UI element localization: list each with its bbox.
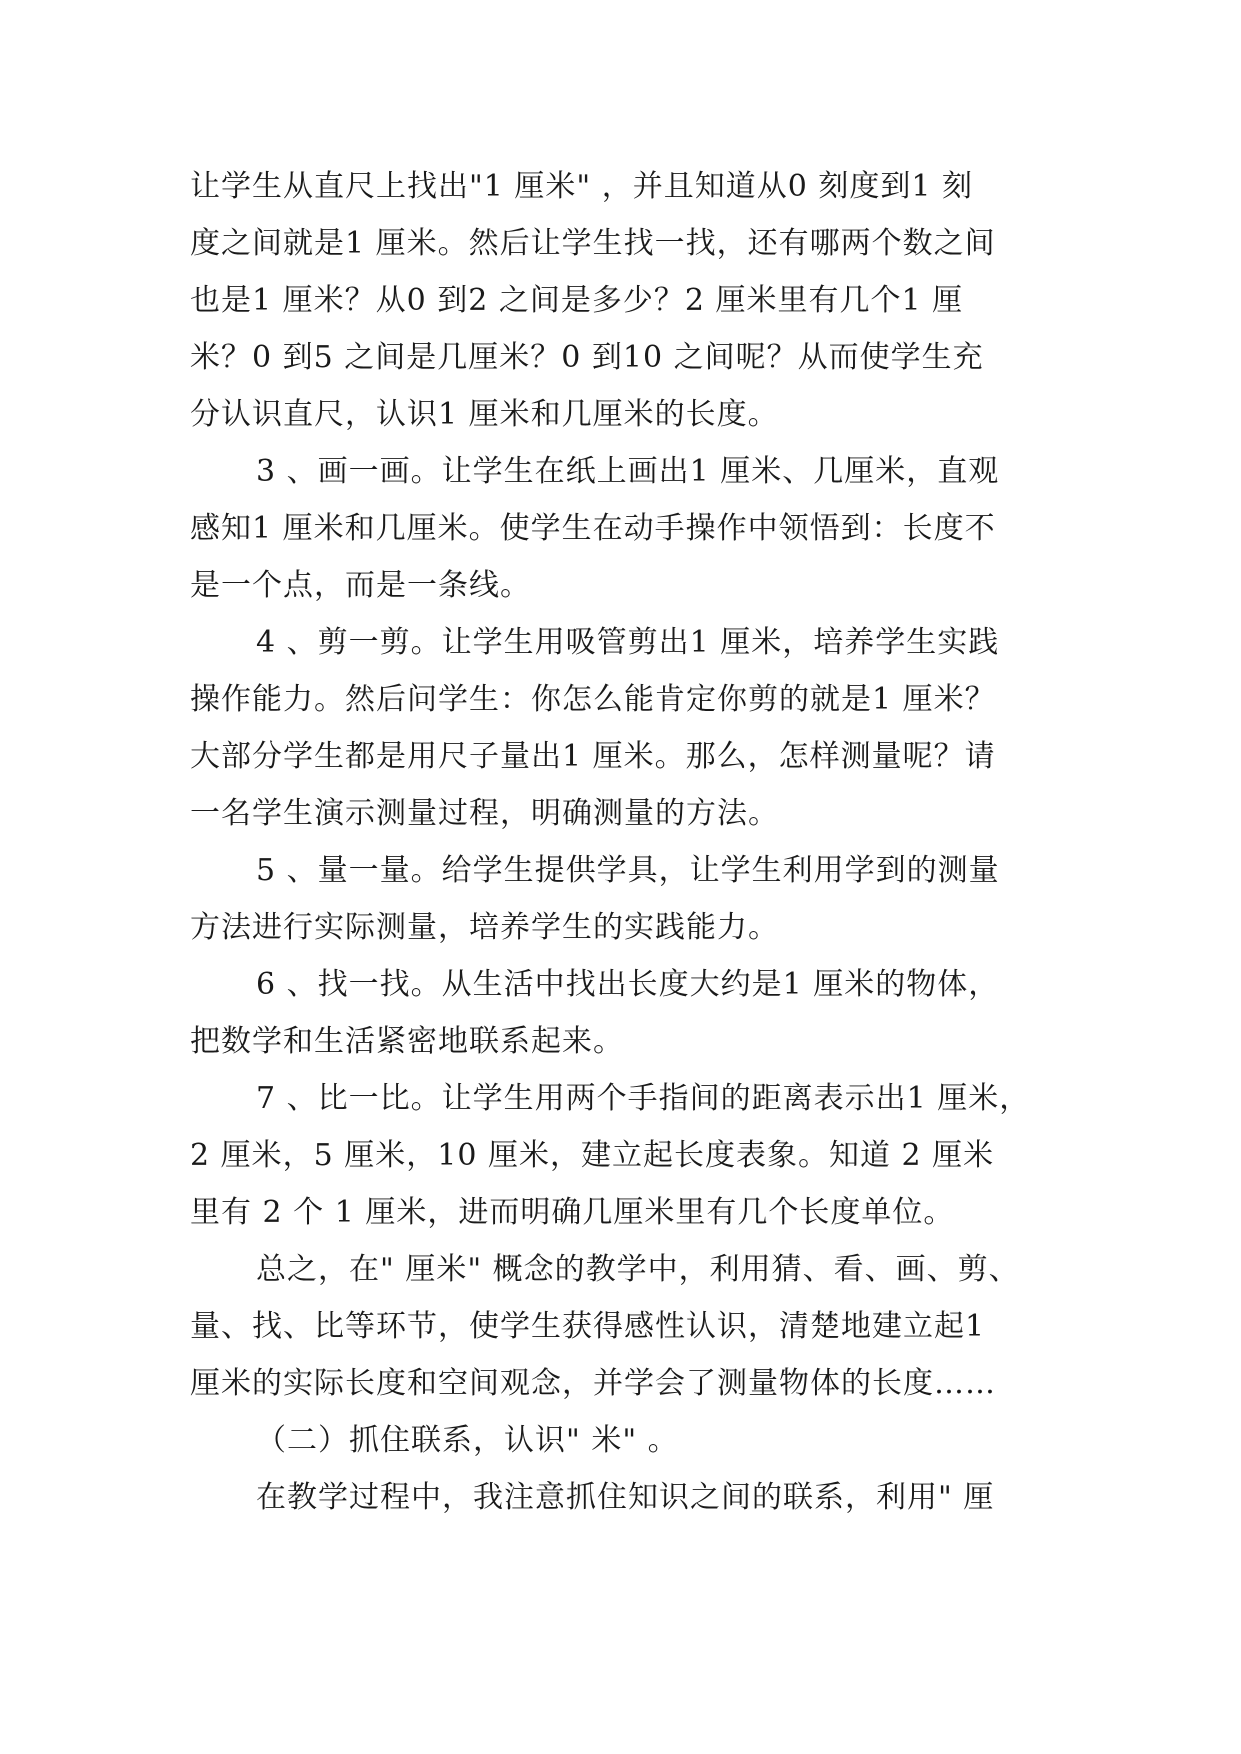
text-line: 里有 2 个 1 厘米，进而明确几厘米里有几个长度单位。 bbox=[190, 1195, 955, 1230]
text-line: 是一个点，而是一条线。 bbox=[190, 568, 531, 603]
text-line: 量、找、比等环节，使学生获得感性认识，清楚地建立起1 bbox=[190, 1309, 986, 1344]
text-line: 把数学和生活紧密地联系起来。 bbox=[190, 1024, 624, 1059]
text-line: 方法进行实际测量，培养学生的实践能力。 bbox=[190, 910, 779, 945]
text-line: 操作能力。然后问学生：你怎么能肯定你剪的就是1 厘米？ bbox=[190, 682, 996, 717]
paragraph-first-line: 6 、找一找。从生活中找出长度大约是1 厘米的物体， bbox=[256, 967, 1000, 1002]
paragraph-first-line: 5 、量一量。给学生提供学具，让学生利用学到的测量 bbox=[256, 853, 1000, 888]
text-line: 分认识直尺，认识1 厘米和几厘米的长度。 bbox=[190, 397, 779, 432]
section-heading: （二）抓住联系，认识" 米" 。 bbox=[256, 1423, 679, 1458]
text-line: 度之间就是1 厘米。然后让学生找一找，还有哪两个数之间 bbox=[190, 226, 996, 261]
text-line: 一名学生演示测量过程，明确测量的方法。 bbox=[190, 796, 779, 831]
text-line: 米？0 到5 之间是几厘米？0 到10 之间呢？从而使学生充 bbox=[190, 340, 984, 375]
text-line: 2 厘米，5 厘米，10 厘米，建立起长度表象。知道 2 厘米 bbox=[190, 1138, 995, 1173]
paragraph-first-line: 7 、比一比。让学生用两个手指间的距离表示出1 厘米， bbox=[256, 1081, 1031, 1116]
paragraph-first-line: 3 、画一画。让学生在纸上画出1 厘米、几厘米，直观 bbox=[256, 454, 1000, 489]
text-line: 厘米的实际长度和空间观念，并学会了测量物体的长度…… bbox=[190, 1366, 996, 1401]
text-line: 让学生从直尺上找出"1 厘米" ，并且知道从0 刻度到1 刻 bbox=[190, 169, 974, 204]
paragraph-first-line: 在教学过程中，我注意抓住知识之间的联系，利用" 厘 bbox=[256, 1480, 995, 1515]
paragraph-first-line: 总之，在" 厘米" 概念的教学中，利用猜、看、画、剪、 bbox=[256, 1252, 1020, 1287]
paragraph-first-line: 4 、剪一剪。让学生用吸管剪出1 厘米，培养学生实践 bbox=[256, 625, 1000, 660]
text-line: 感知1 厘米和几厘米。使学生在动手操作中领悟到：长度不 bbox=[190, 511, 996, 546]
text-line: 也是1 厘米？从0 到2 之间是多少？2 厘米里有几个1 厘 bbox=[190, 283, 964, 318]
text-line: 大部分学生都是用尺子量出1 厘米。那么，怎样测量呢？请 bbox=[190, 739, 996, 774]
